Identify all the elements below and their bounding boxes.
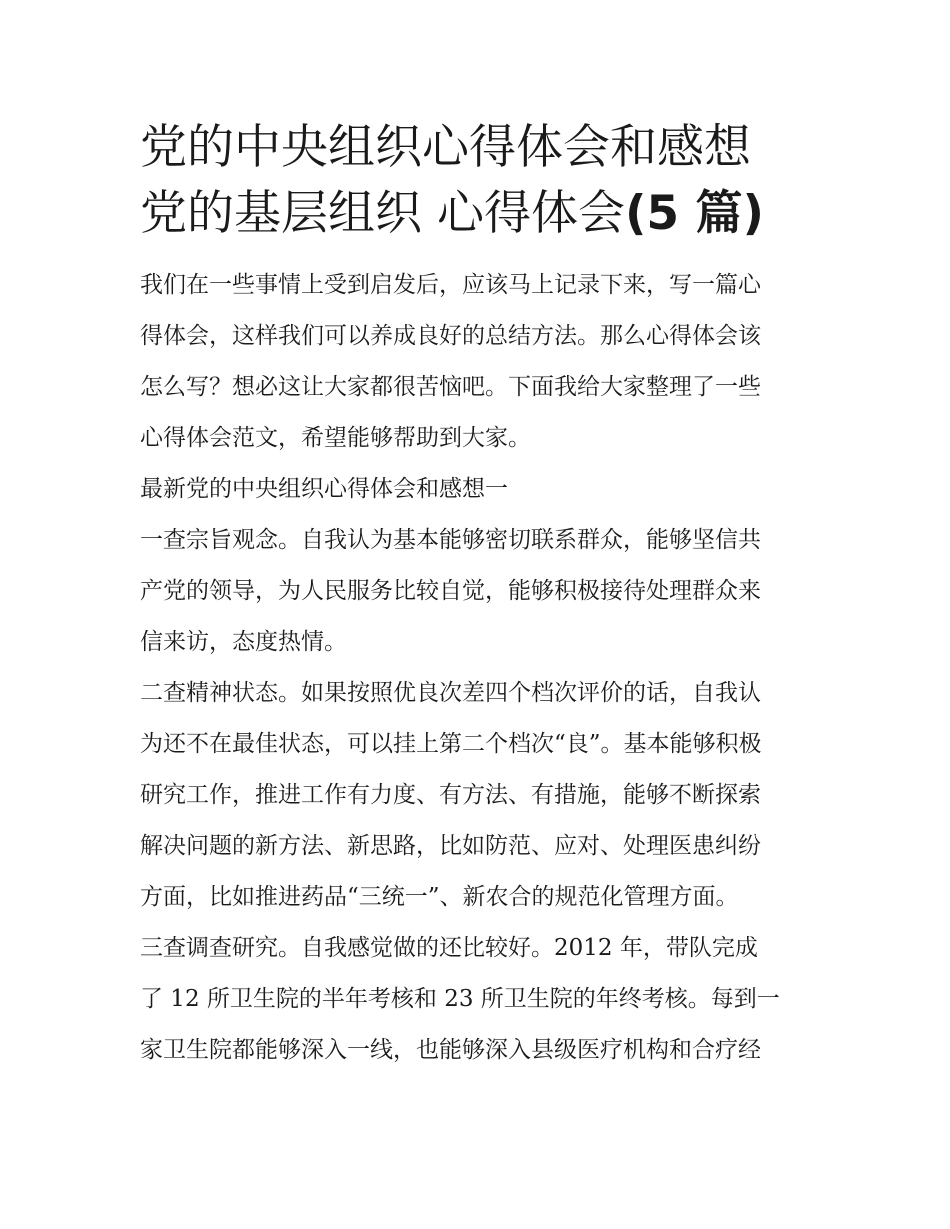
title-line-2 — [140, 181, 812, 247]
body-line: 怎么写？想必这让大家都很苦恼吧。下面我给大家整理了一些 — [140, 374, 761, 400]
document-body — [140, 260, 812, 1076]
title-line-2-suffix: (5 篇) — [624, 186, 764, 241]
body-line: 产党的领导，为人民服务比较自觉，能够积极接待处理群众来 — [140, 578, 761, 604]
body-line: 我们在一些事情上受到启发后，应该马上记录下来，写一篇心 — [140, 272, 761, 298]
body-line: 解决问题的新方法、新思路，比如防范、应对、处理医患纠纷 — [140, 833, 761, 859]
body-line: 研究工作，推进工作有力度、有方法、有措施，能够不断探索 — [140, 782, 761, 808]
title-line-1: 党的中央组织心得体会和感想 — [140, 120, 751, 175]
body-line: 家卫生院都能够深入一线，也能够深入县级医疗机构和合疗经 — [140, 1037, 761, 1063]
section-heading: 最新党的中央组织心得体会和感想一 — [140, 476, 508, 502]
title-line-2-prefix: 党的基层组织 心得体会 — [140, 186, 625, 241]
document-title — [140, 115, 812, 247]
body-line: 心得体会范文，希望能够帮助到大家。 — [140, 425, 531, 451]
body-line: 了 12 所卫生院的半年考核和 23 所卫生院的年终考核。每到一 — [140, 986, 780, 1012]
body-line: 方面，比如推进药品“三统一”、新农合的规范化管理方面。 — [140, 884, 739, 910]
body-line: 为还不在最佳状态，可以挂上第二个档次“良”。基本能够积极 — [140, 731, 762, 757]
body-line: 信来访，态度热情。 — [140, 629, 347, 655]
body-line: 二查精神状态。如果按照优良次差四个档次评价的话，自我认 — [140, 680, 761, 706]
document-page — [140, 115, 812, 1076]
body-line: 三查调查研究。自我感觉做的还比较好。2012 年，带队完成 — [140, 935, 758, 961]
body-line: 一查宗旨观念。自我认为基本能够密切联系群众，能够坚信共 — [140, 527, 761, 553]
body-line: 得体会，这样我们可以养成良好的总结方法。那么心得体会该 — [140, 323, 761, 349]
